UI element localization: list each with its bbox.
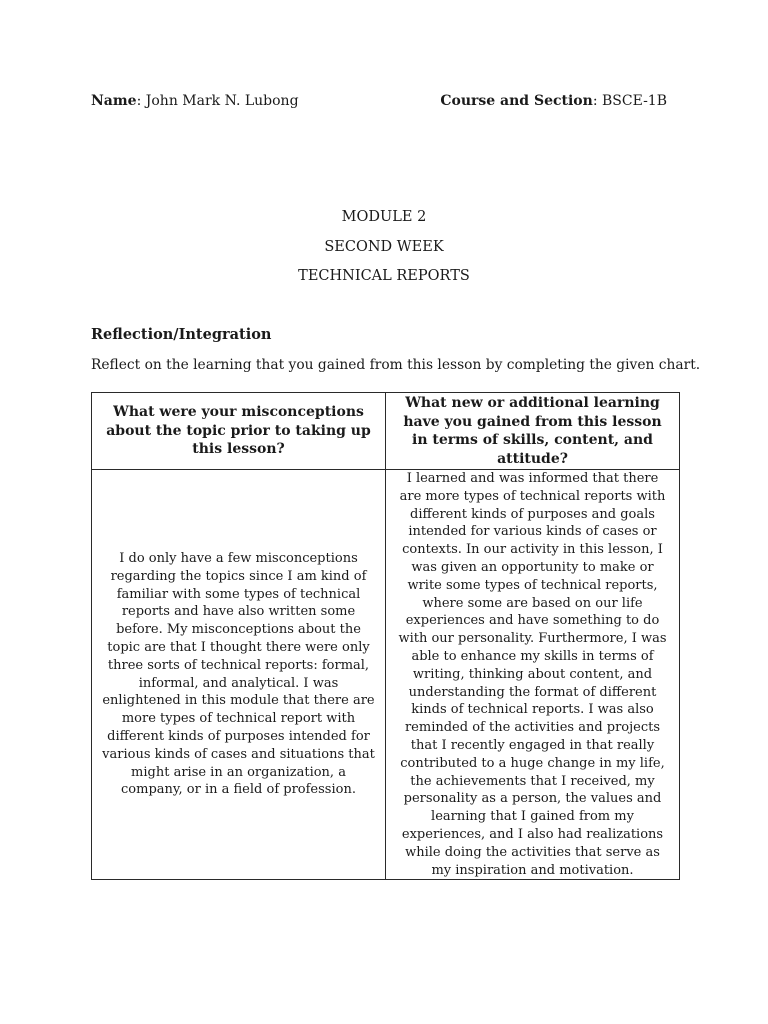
week-title: SECOND WEEK <box>324 238 444 255</box>
topic-title: TECHNICAL REPORTS <box>298 268 470 284</box>
student-name <box>91 91 299 111</box>
header-row <box>91 91 667 111</box>
instruction-text: Reflect on the learning that you gained from this lesson by completing the given chart. <box>91 357 701 373</box>
table-row <box>92 470 680 880</box>
module-title: MODULE 2 <box>341 209 427 225</box>
name-label: Name <box>91 93 137 109</box>
reflection-table <box>91 392 680 880</box>
learning-cell: I learned and was informed that there are more types of technical reports with different kinds of purposes and goals intended for various kinds of cases or contexts. In our activity in this lesson, I was given an opportunity to make or write some types of technical reports, where some are based on our life experiences and have something to do with our personality. Furthermore, I was able to enhance my skills in terms of writing, thinking about content, and understanding the format of different kinds of technical reports. I was also reminded of the activities and projects that I recently engaged in that really contributed to a huge change in my life, the achievements that I received, my personality as a person, the values and learning that I gained from my experiences, and I also had realizations while doing the activities that serve as my inspiration and motivation. <box>386 470 680 880</box>
course-label: Course and Section <box>440 93 593 109</box>
misconceptions-cell: I do only have a few misconceptions regarding the topics since I am kind of familiar with some types of technical reports and have also written some before. My misconceptions about the topic are that I thought there were only three sorts of technical reports: formal, informal, and analytical. I was enlightened in this module that there are more types of technical report with different kinds of purposes intended for various kinds of cases and situations that might arise in an organization, a company, or in a field of profession. <box>92 470 386 880</box>
document-titles <box>0 207 768 296</box>
learning-header: What new or additional learning have you gained from this lesson in terms of skills, content, and attitude? <box>386 393 680 470</box>
table-header-row <box>92 393 680 470</box>
section-heading: Reflection/Integration <box>91 326 272 343</box>
name-value: : John Mark N. Lubong <box>136 93 299 109</box>
course-section <box>440 91 667 111</box>
misconceptions-header: What were your misconceptions about the topic prior to taking up this lesson? <box>92 393 386 470</box>
course-value: : BSCE-1B <box>592 93 667 109</box>
